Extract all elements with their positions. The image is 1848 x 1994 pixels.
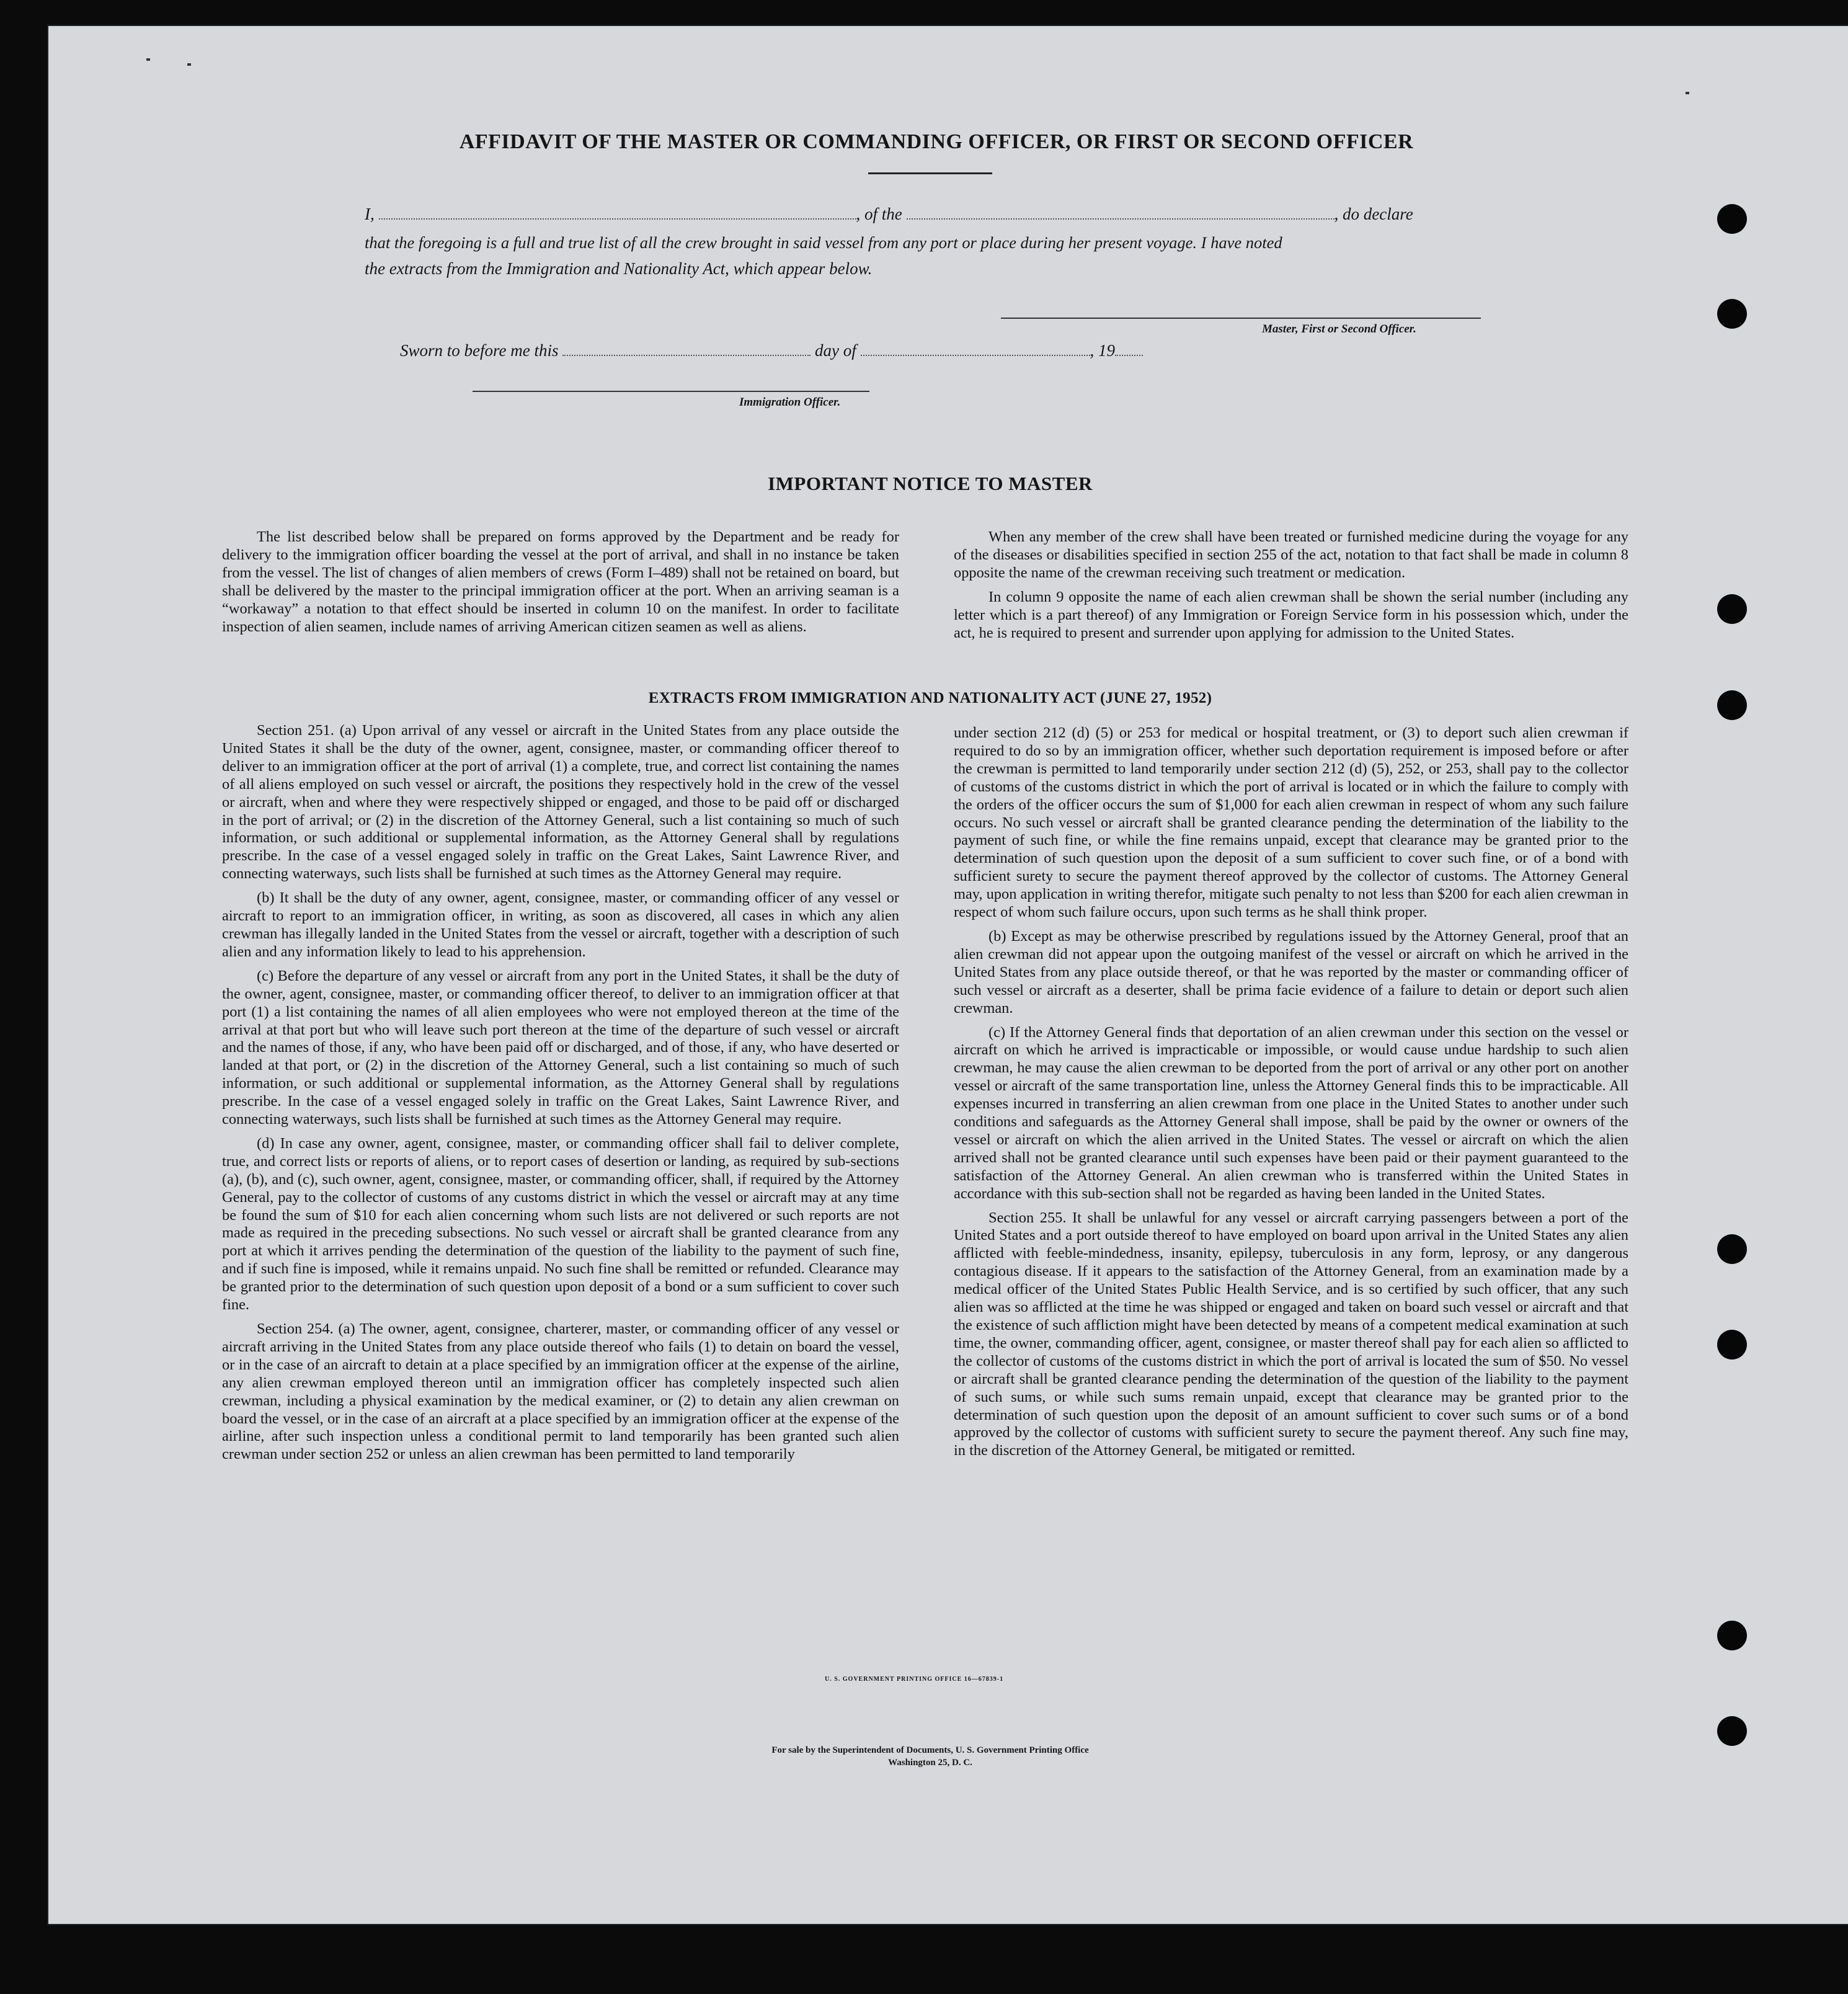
year-label: , 19 <box>1090 341 1115 360</box>
extracts-title: EXTRACTS FROM IMMIGRATION AND NATIONALITY ACT (JUNE 27, 1952) <box>648 690 1212 706</box>
title-rule <box>868 172 992 174</box>
affidavit-line1 <box>365 205 1413 224</box>
extract-paragraph: under section 212 (d) (5) or 253 for medical or hospital treatment, or (3) to deport such alien crewman if required to do so by an immigration officer, whether such deportation requirement is imposed before or after the crewman is permitted to land temporarily under section 212 (d) (5), 252, or 253, shall pay to the collector of customs of the customs district in which the port of arrival is located or in which the failure to comply with the orders of the officer occurs the sum of $1,000 for each alien crewman in respect of whom any such failure occurs. No such vessel or aircraft shall be granted clearance pending the determination of the liability to the payment of such fine, or while the fine remains unpaid, except that clearance may be granted prior to the determination of such question upon the deposit of a sum sufficient to cover such fine, or of a bond with sufficient surety to secure the payment thereof approved by the collector of customs. The Attorney General may, upon application in writing therefor, mitigate such penalty to not less than $200 for each alien crewman in respect of whom such failure occurs, upon such terms as he shall think proper. <box>954 724 1628 921</box>
affidavit-of-the: , of the <box>856 205 902 223</box>
gpo-imprint: U. S. GOVERNMENT PRINTING OFFICE 16—67839-1 <box>825 1676 1004 1683</box>
notice-title: IMPORTANT NOTICE TO MASTER <box>768 473 1093 494</box>
extract-paragraph: (c) If the Attorney General finds that deportation of an alien crewman under this section on the vessel or aircraft on which he arrived is impracticable or impossible, or would cause undue hardship to such alien crewman, he may cause the alien crewman to be deported from the port of arrival or any other port on another vessel or aircraft of the same transportation line, unless the Attorney General finds this to be impracticable. All expenses incurred in transferring an alien crewman from one place in the United States to another under such conditions and safeguards as the Attorney General shall impose, shall be paid by the owner or owners of the vessel or aircraft on which the alien arrived in the United States. The vessel or aircraft on which the alien arrived shall not be granted clearance until such expenses have been paid or their payment guaranteed to the satisfaction of the Attorney General. An alien crewman who is transferred within the United States in accordance with this sub-section shall not be regarded as having been landed in the United States. <box>954 1023 1628 1202</box>
extract-paragraph: Section 254. (a) The owner, agent, consignee, charterer, master, or commanding officer of any vessel or aircraft arriving in the United States from any place outside thereof who fails (1) to detain on board the vessel, or in the case of an aircraft to detain at a place specified by an immigration officer at the expense of the airline, any alien crewman employed thereon until an immigration officer has completely inspected such alien crewman, including a physical examination by the medical examiner, or (2) to detain any alien crewman on board the vessel, or in the case of an aircraft at a place specified by an immigration officer at the expense of the airline, after such inspection unless a conditional permit to land temporarily has been granted such alien crewman under section 252 or unless an alien crewman has been permitted to land temporarily <box>222 1320 899 1463</box>
extracts-right-column <box>954 724 1628 1466</box>
affidavit-line3: the extracts from the Immigration and Nationality Act, which appear below. <box>365 259 873 278</box>
punch-hole <box>1717 1621 1747 1650</box>
day-of-label: day of <box>815 341 856 360</box>
affidavit-title: AFFIDAVIT OF THE MASTER OR COMMANDING OFFICER, OR FIRST OR SECOND OFFICER <box>459 130 1414 153</box>
notice-left-paragraph: The list described below shall be prepared on forms approved by the Department and be ready for delivery to the immigration officer boarding the vessel at the port of arrival, and shall in no instance be taken from the vessel. The list of changes of alien members of crews (Form I–489) shall not be retained on board, but shall be delivered by the master to the principal immigration officer at the port. When an arriving seaman is a “workaway” a notation to that effect should be inserted in column 10 on the manifest. In order to facilitate inspection of alien seamen, include names of arriving American citizen seamen as well as aliens. <box>222 528 899 635</box>
extract-paragraph: (b) It shall be the duty of any owner, agent, consignee, master, or commanding officer of any vessel or aircraft to report to an immigration officer, in writing, as soon as discovered, all cases in which any alien crewman has illegally landed in the United States from the vessel or aircraft, together with a description of such alien and any information likely to lead to his apprehension. <box>222 889 899 960</box>
name-blank[interactable] <box>379 205 856 220</box>
affidavit-declare: , do declare <box>1334 205 1413 223</box>
speck <box>146 58 150 61</box>
notice-right-column <box>954 528 1628 648</box>
extract-paragraph: (b) Except as may be otherwise prescribed by regulations issued by the Attorney General, proof that an alien crewman did not appear upon the outgoing manifest of the vessel or aircraft on which he arrived in the United States from any place outside thereof, or that he was reported by the master or commanding officer of such vessel or aircraft as a deserter, shall be prima facie evidence of a failure to detain or deport such alien crewman. <box>954 927 1628 1017</box>
sale-line-1: For sale by the Superintendent of Documents, U. S. Government Printing Office <box>771 1745 1089 1755</box>
sworn-line <box>400 341 1143 360</box>
day-blank[interactable] <box>562 341 811 356</box>
extract-paragraph: Section 255. It shall be unlawful for any vessel or aircraft carrying passengers between a port of the United States and a port outside thereof to have employed on board upon arrival in the United States any alien afflicted with feeble-mindedness, insanity, epilepsy, tuberculosis in any form, leprosy, or any dangerous contagious disease. If it appears to the satisfaction of the Attorney General, from an examination made by a medical officer of the United States Public Health Service, and is so certified by such officer, that any such alien was so afflicted at the time he was shipped or engaged and taken on board such vessel or aircraft and that the existence of such affliction might have been detected by means of a competent medical examination at such time, the owner, commanding officer, agent, consignee, or master thereof shall pay for each alien so afflicted to the collector of customs of the customs district in which the port of arrival is located the sum of $50. No vessel or aircraft shall be granted clearance pending the determination of the question of the liability to the payment of such sums, or while such sums remain unpaid, except that clearance may be granted prior to the determination of such question upon the deposit of an amount sufficient to cover such sums or of a bond approved by the collector of customs with sufficient surety to secure the payment thereof. Any such fine may, in the discretion of the Attorney General, be mitigated or remitted. <box>954 1209 1628 1459</box>
officer-signature-line[interactable] <box>473 391 869 392</box>
sale-line-2: Washington 25, D. C. <box>888 1758 972 1768</box>
speck <box>187 63 191 66</box>
speck <box>1686 92 1689 94</box>
extract-paragraph: Section 251. (a) Upon arrival of any vessel or aircraft in the United States from any place outside the United States it shall be the duty of the owner, agent, consignee, master, or commanding officer thereof to deliver to an immigration officer at the port of arrival (1) a complete, true, and correct list containing the names of all aliens employed on such vessel or aircraft, the positions they respectively hold in the crew of the vessel or aircraft, when and where they were respectively shipped or engaged, and those to be paid off or discharged in the port of arrival; or (2) in the discretion of the Attorney General, such a list containing so much of such information, or such additional or supplemental information, as the Attorney General shall by regulations prescribe. In the case of a vessel engaged solely in traffic on the Great Lakes, Saint Lawrence River, and connecting waterways, such lists shall be furnished at such times as the Attorney General may require. <box>222 722 899 883</box>
affidavit-i: I, <box>365 205 375 223</box>
punch-hole <box>1717 204 1747 234</box>
notice-right-paragraph-1: When any member of the crew shall have been treated or furnished medicine during the voyage for any of the diseases or disabilities specified in section 255 of the act, notation to that fact shall be made in column 8 opposite the name of the crewman receiving such treatment or medication. <box>954 528 1628 581</box>
extract-paragraph: (d) In case any owner, agent, consignee, master, or commanding officer shall fail to deliver complete, true, and correct lists or reports of aliens, or to report cases of desertion or landing, as required by sub-sections (a), (b), and (c), such owner, agent, consignee, master, or commanding officer, shall, if required by the Attorney General, pay to the collector of customs of any customs district in which the vessel or aircraft may at any time be found the sum of $10 for each alien concerning whom such lists are not delivered or such reports are not made as required in the preceding subsections. No such vessel or aircraft shall be granted clearance from any port at which it arrives pending the determination of the question of the liability to the payment of such fine, and if such fine is imposed, while it remains unpaid. No such fine shall be remitted or refunded. Clearance may be granted prior to the determination of such question upon deposit of a bond or a sum sufficient to cover such fine. <box>222 1134 899 1314</box>
punch-hole <box>1717 1716 1747 1746</box>
punch-hole <box>1717 594 1747 624</box>
master-caption: Master, First or Second Officer. <box>1262 323 1416 336</box>
extracts-left-column <box>222 722 899 1470</box>
sale-notice <box>620 1744 1240 1769</box>
extract-paragraph: (c) Before the departure of any vessel or aircraft from any port in the United States, it shall be the duty of the owner, agent, consignee, master, or commanding officer thereof, to deliver to an immigration officer at that port (1) a list containing the names of all alien employees who were not employed thereon at the time of the arrival at that port but who will leave such port thereon at the time of the departure of such vessel or aircraft and the names of those, if any, who have been paid off or discharged, and of those, if any, who have deserted or landed at that port, or (2) in the discretion of the Attorney General, such a list containing so much of such information, or such additional or supplemental information, as the Attorney General shall by regulations prescribe. In the case of a vessel engaged solely in traffic on the Great Lakes, Saint Lawrence River, and connecting waterways, such lists shall be furnished at such times as the Attorney General may require. <box>222 967 899 1128</box>
notice-right-paragraph-2: In column 9 opposite the name of each alien crewman shall be shown the serial number (including any letter which is a part thereof) of any Immigration or Foreign Service form in his possession which, under the act, he is required to present and surrender upon applying for admission to the United States. <box>954 588 1628 641</box>
sworn-label: Sworn to before me this <box>400 341 559 360</box>
punch-hole <box>1717 690 1747 720</box>
master-signature-line[interactable] <box>1001 318 1481 319</box>
year-blank[interactable] <box>1115 341 1143 356</box>
notice-left-column <box>222 528 899 642</box>
punch-hole <box>1717 1330 1747 1360</box>
vessel-blank[interactable] <box>907 205 1335 220</box>
month-blank[interactable] <box>861 341 1090 356</box>
punch-hole <box>1717 299 1747 329</box>
officer-caption: Immigration Officer. <box>739 396 841 409</box>
punch-hole <box>1717 1234 1747 1264</box>
affidavit-line2: that the foregoing is a full and true list of all the crew brought in said vessel from any port or place during her present voyage. I have noted <box>365 233 1282 252</box>
